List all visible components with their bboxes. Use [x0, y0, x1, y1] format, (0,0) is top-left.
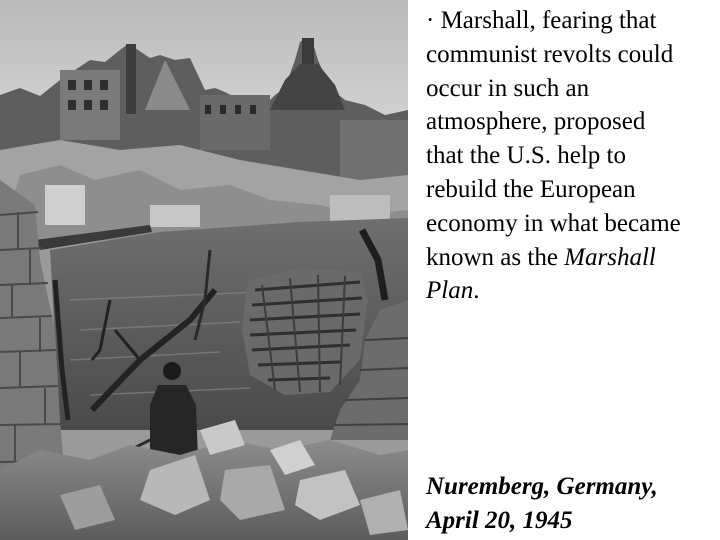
body-line-9-suffix: .: [473, 277, 480, 305]
body-line-5: that the U.S. help to: [426, 142, 626, 170]
body-line-6: rebuild the European: [426, 175, 636, 203]
body-line-7: economy in what became: [426, 209, 681, 237]
marshall-emphasis: Marshall: [564, 243, 656, 271]
photo-caption: [426, 470, 718, 538]
body-line-8-prefix: known as the: [426, 243, 565, 271]
body-line-9: [426, 274, 718, 308]
caption-line-2: April 20, 1945: [426, 507, 573, 534]
body-line-1: · Marshall, fearing that: [426, 7, 657, 34]
marshall-plan-text: [426, 4, 718, 308]
body-line-8: [426, 241, 718, 275]
plan-emphasis: Plan: [426, 277, 474, 305]
body-line-4: atmosphere, proposed: [426, 108, 646, 136]
caption-line-1: Nuremberg, Germany,: [426, 473, 658, 500]
body-line-2: communist revolts could: [426, 40, 674, 68]
body-line-3: occur in such an: [426, 74, 590, 102]
